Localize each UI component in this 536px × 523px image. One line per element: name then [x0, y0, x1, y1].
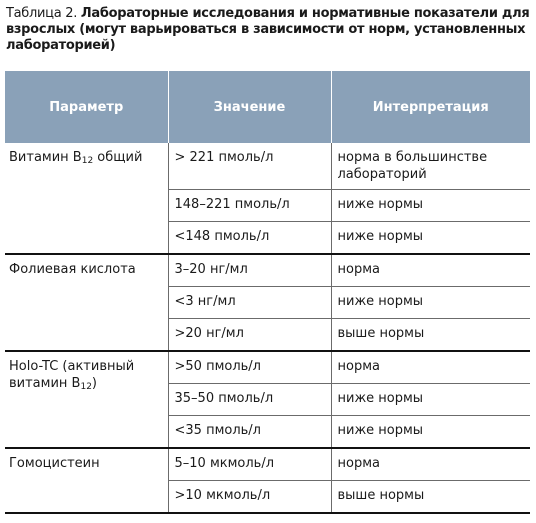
table-header-row	[5, 71, 530, 143]
table-caption	[6, 6, 532, 54]
parameter-suffix: )	[91, 376, 97, 391]
cell-value: 3–20 нг/мл	[168, 254, 331, 287]
cell-parameter	[5, 448, 168, 513]
parameter-name: Гомоцистеин	[9, 456, 100, 471]
cell-value: >10 мкмоль/л	[168, 481, 331, 514]
cell-interpretation: норма в большинстве лабораторий	[331, 143, 530, 190]
header-value: Значение	[168, 71, 331, 143]
table-row	[5, 351, 530, 384]
table-row	[5, 448, 530, 481]
cell-value: 35–50 пмоль/л	[168, 384, 331, 416]
cell-parameter	[5, 351, 168, 448]
cell-interpretation: выше нормы	[331, 319, 530, 352]
cell-parameter	[5, 143, 168, 254]
cell-interpretation: ниже нормы	[331, 416, 530, 449]
table-body	[5, 143, 530, 513]
parameter-name: Holo-TC (активный витамин B	[9, 359, 135, 391]
cell-value: >20 нг/мл	[168, 319, 331, 352]
cell-interpretation: норма	[331, 448, 530, 481]
parameter-name: Витамин B	[9, 150, 82, 165]
parameter-suffix: общий	[93, 150, 143, 165]
cell-interpretation: выше нормы	[331, 481, 530, 514]
parameter-name: Фолиевая кислота	[9, 262, 136, 277]
caption-prefix: Таблица 2.	[6, 6, 78, 21]
header-interpretation: Интерпретация	[331, 71, 530, 143]
cell-value: <148 пмоль/л	[168, 222, 331, 255]
cell-interpretation: норма	[331, 351, 530, 384]
cell-interpretation: ниже нормы	[331, 384, 530, 416]
cell-value: 148–221 пмоль/л	[168, 190, 331, 222]
cell-parameter	[5, 254, 168, 351]
header-parameter: Параметр	[5, 71, 168, 143]
cell-value: <3 нг/мл	[168, 287, 331, 319]
table-row	[5, 254, 530, 287]
cell-value: <35 пмоль/л	[168, 416, 331, 449]
cell-value: >50 пмоль/л	[168, 351, 331, 384]
table-row	[5, 143, 530, 190]
cell-interpretation: ниже нормы	[331, 190, 530, 222]
parameter-subscript: 12	[80, 382, 92, 392]
caption-title: Лабораторные исследования и нормативные показатели для взрослых (могут варьироваться в зависимости от норм, установленных лабораторией)	[6, 6, 530, 53]
cell-value: 5–10 мкмоль/л	[168, 448, 331, 481]
cell-value: > 221 пмоль/л	[168, 143, 331, 190]
cell-interpretation: ниже нормы	[331, 222, 530, 255]
lab-table	[5, 71, 530, 514]
parameter-subscript: 12	[81, 156, 94, 166]
cell-interpretation: норма	[331, 254, 530, 287]
cell-interpretation: ниже нормы	[331, 287, 530, 319]
